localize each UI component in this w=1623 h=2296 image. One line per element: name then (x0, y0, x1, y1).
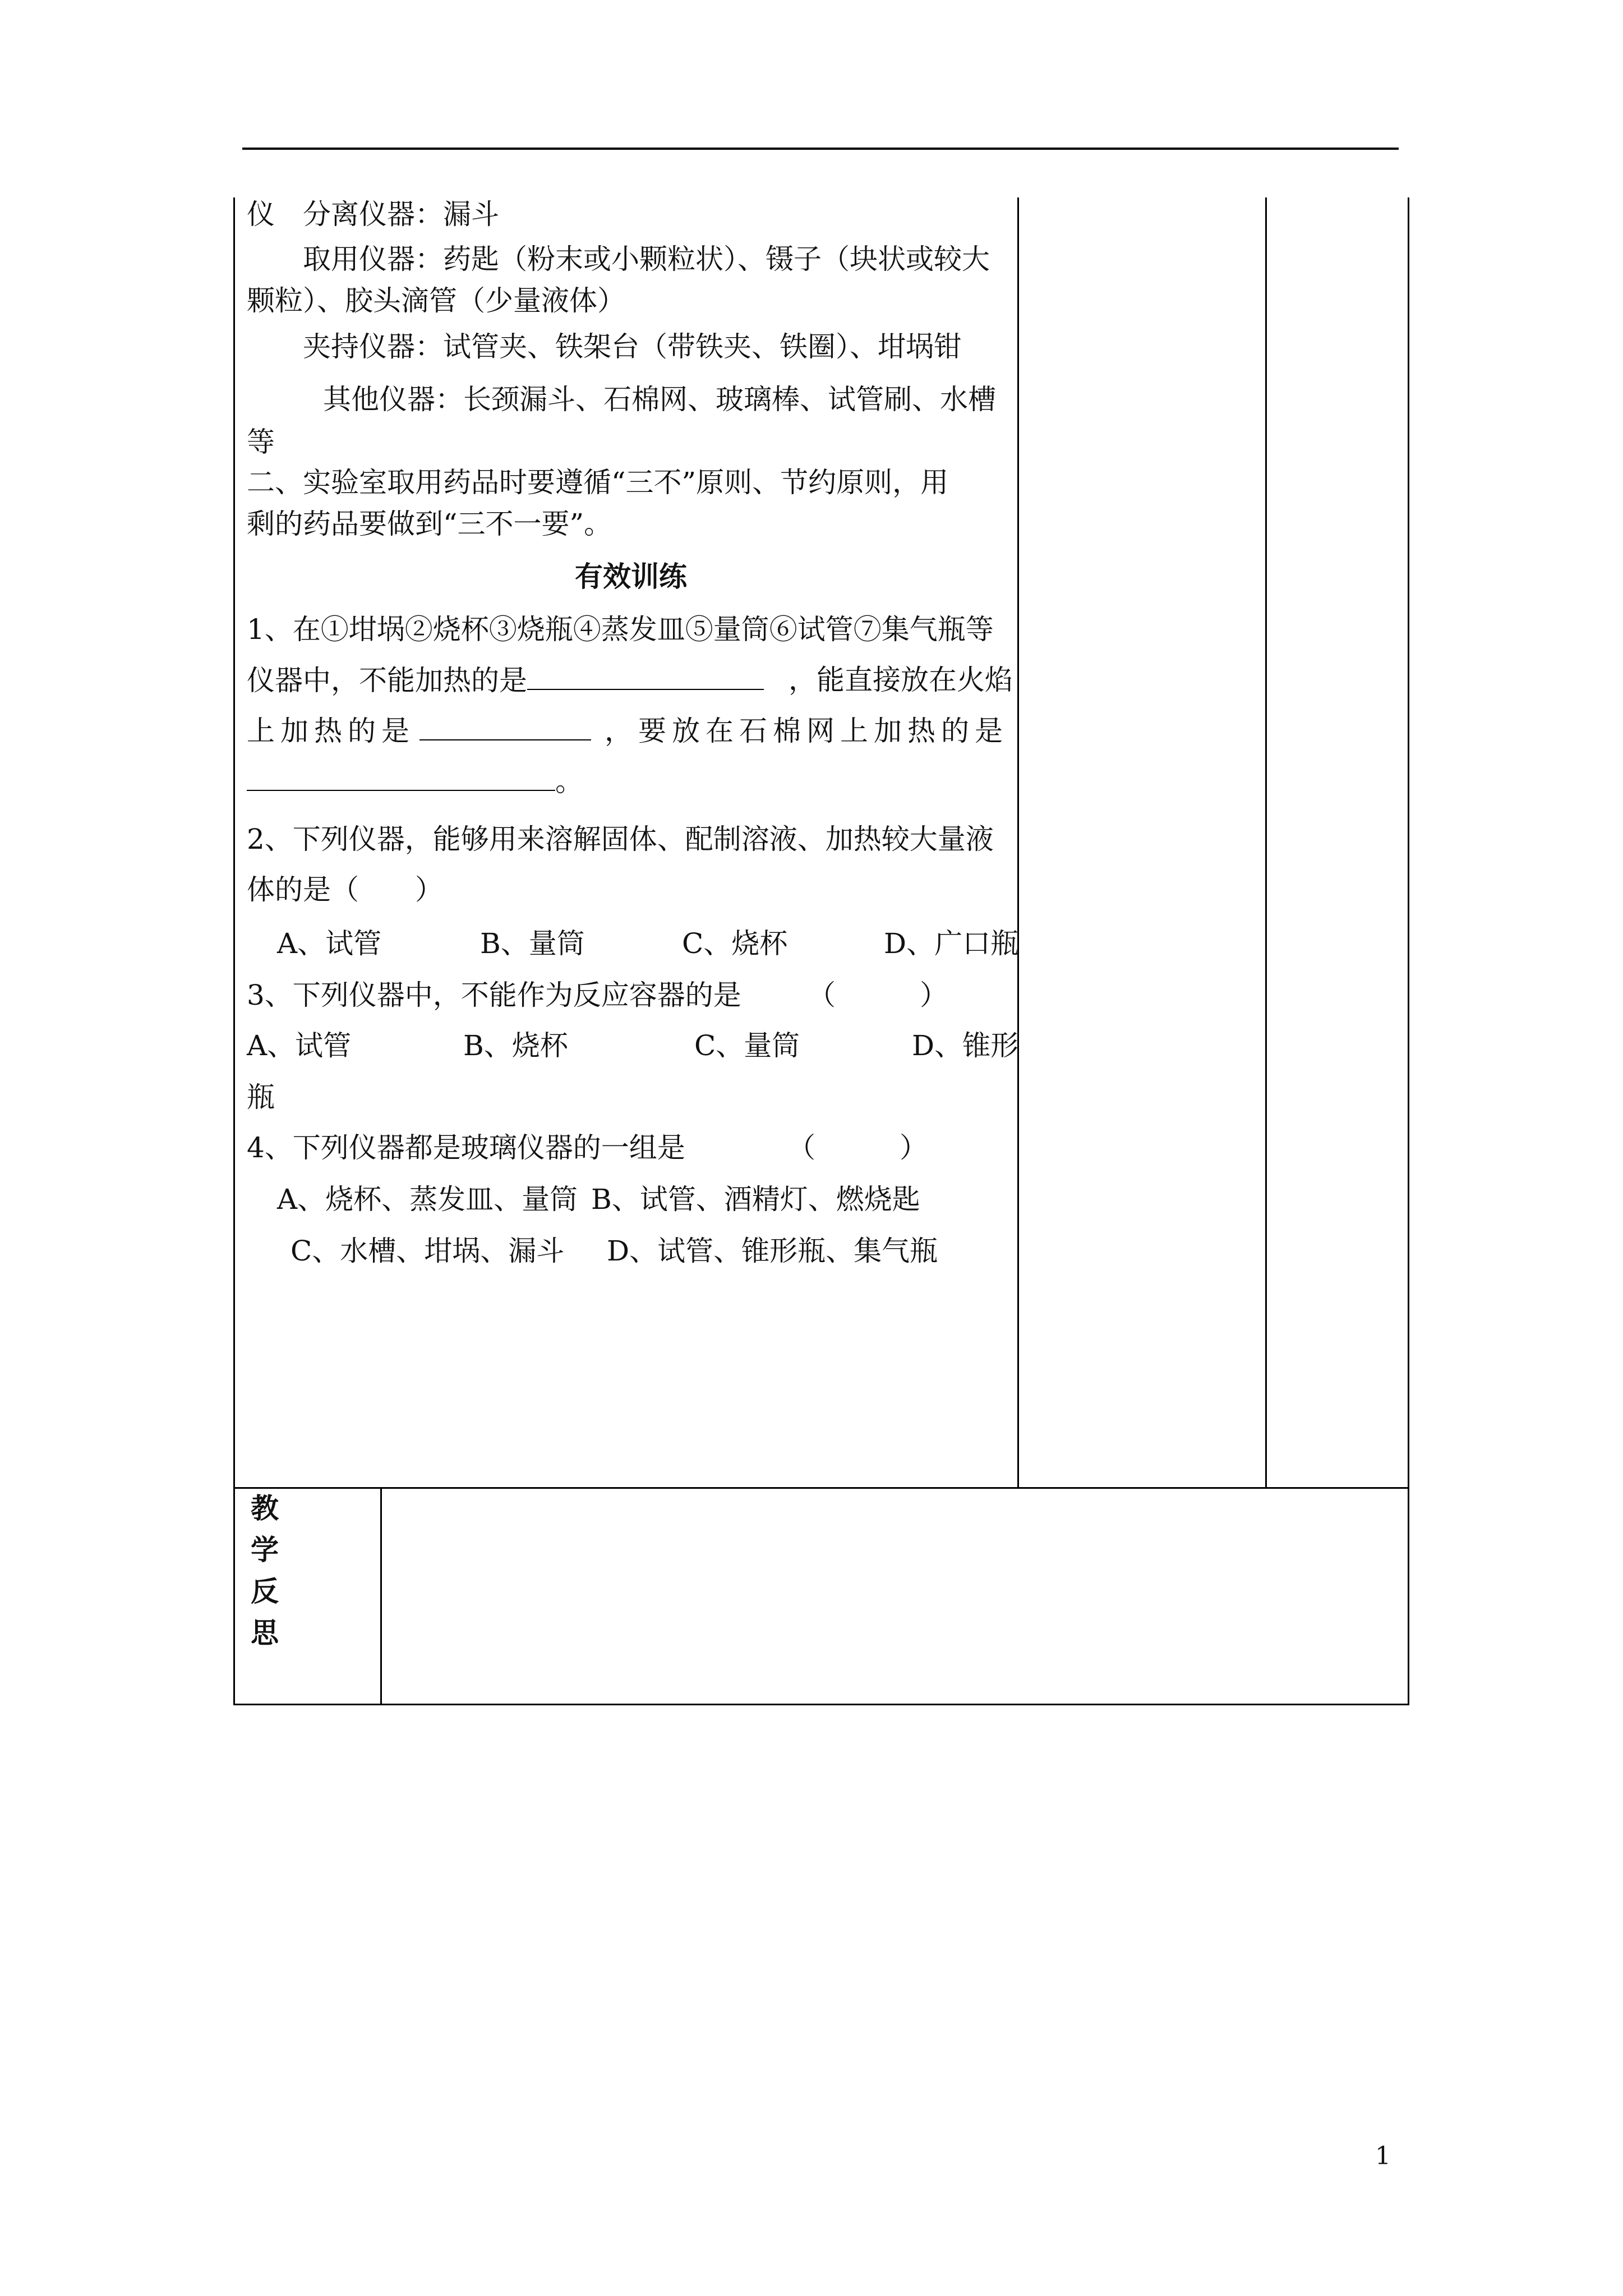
q1-blank-gauze-heat[interactable] (247, 764, 555, 791)
line-taking-instruments-cont: 颗粒）、胶头滴管（少量液体） (247, 284, 625, 317)
line-taking-instruments: 取用仪器：药匙（粉末或小颗粒状）、镊子（块状或较大 (303, 243, 990, 275)
q3-option-d-wrap: 瓶 (247, 1081, 275, 1114)
q1-text-a: 仪器中，不能加热的是 (247, 664, 527, 697)
q3-answer-paren[interactable]: （ ） (808, 979, 948, 1011)
page-number: 1 (1375, 2142, 1391, 2170)
q3-option-d[interactable]: D、锥形 (912, 1029, 1019, 1062)
q3-stem: 3、下列仪器中，不能作为反应容器的是 (247, 979, 741, 1011)
section-title: 有效训练 (575, 560, 687, 593)
teaching-reflection-area[interactable] (382, 1489, 1407, 1703)
reflection-char-2: 学 (251, 1533, 279, 1566)
q2-option-c[interactable]: C、烧杯 (682, 927, 788, 960)
q2-option-d[interactable]: D、广口瓶 (884, 927, 1019, 960)
q4-answer-paren[interactable]: （ ） (787, 1131, 928, 1164)
q4-option-d[interactable]: D、试管、锥形瓶、集气瓶 (607, 1235, 938, 1267)
line-rule-two: 二、实验室取用药品时要遵循“三不”原则、节约原则，用 (247, 466, 949, 499)
q3-option-a[interactable]: A、试管 (247, 1029, 352, 1062)
q1-text-d: ，要放在石棉网上加热的是 (605, 715, 1008, 747)
q1-line1: 1、在①坩埚②烧杯③烧瓶④蒸发皿⑤量筒⑥试管⑦集气瓶等 (247, 613, 994, 646)
instrument-prefix: 仪 (247, 198, 275, 231)
q3-option-b[interactable]: B、烧杯 (463, 1029, 568, 1062)
header-rule (242, 148, 1399, 150)
q1-text-b: ，能直接放在火焰 (789, 664, 1013, 696)
reflection-char-4: 思 (251, 1616, 279, 1649)
q3-option-c[interactable]: C、量筒 (694, 1029, 800, 1062)
q4-line1 (247, 1131, 1015, 1165)
q2-option-b[interactable]: B、量筒 (480, 927, 585, 960)
q1-line2 (247, 663, 1013, 697)
line-separation-instruments (247, 197, 499, 231)
line-holding-instruments: 夹持仪器：试管夹、铁架台（带铁夹、铁圈）、坩埚钳 (303, 330, 962, 363)
q3-line1 (247, 978, 1015, 1012)
reflection-label-divider (380, 1487, 382, 1705)
col-divider-2 (1265, 197, 1267, 1488)
line-rule-two-cont: 剩的药品要做到“三不一要”。 (247, 508, 612, 540)
reflection-char-3: 反 (251, 1575, 279, 1608)
separation-instruments: 分离仪器：漏斗 (303, 198, 499, 231)
line-other-instruments: 其他仪器：长颈漏斗、石棉网、玻璃棒、试管刷、水槽 (323, 383, 996, 416)
q2-line2: 体的是（ ） (247, 873, 443, 906)
q1-text-c: 上加热的是 (247, 715, 415, 747)
q1-period: 。 (555, 765, 583, 798)
row-divider (233, 1487, 1409, 1489)
q1-blank-not-heatable[interactable] (527, 663, 764, 690)
line-other-instruments-cont: 等 (247, 426, 275, 458)
q4-option-b[interactable]: B、试管、酒精灯、燃烧匙 (591, 1183, 920, 1216)
q1-line3 (247, 714, 1008, 748)
q1-line4 (247, 764, 583, 798)
teaching-reflection-label (248, 1488, 282, 1654)
q4-option-a[interactable]: A、烧杯、蒸发皿、量筒 (277, 1183, 578, 1216)
table-bottom-border (233, 1704, 1409, 1705)
reflection-char-1: 教 (251, 1492, 279, 1525)
table-right-border (1408, 197, 1409, 1705)
q1-blank-direct-heat[interactable] (419, 714, 591, 740)
q4-stem: 4、下列仪器都是玻璃仪器的一组是 (247, 1131, 685, 1164)
q2-line1: 2、下列仪器，能够用来溶解固体、配制溶液、加热较大量液 (247, 823, 994, 855)
q4-option-c[interactable]: C、水槽、坩埚、漏斗 (291, 1235, 565, 1267)
table-left-border (233, 197, 235, 1705)
q2-option-a[interactable]: A、试管 (277, 927, 382, 960)
col-divider-1 (1017, 197, 1019, 1488)
